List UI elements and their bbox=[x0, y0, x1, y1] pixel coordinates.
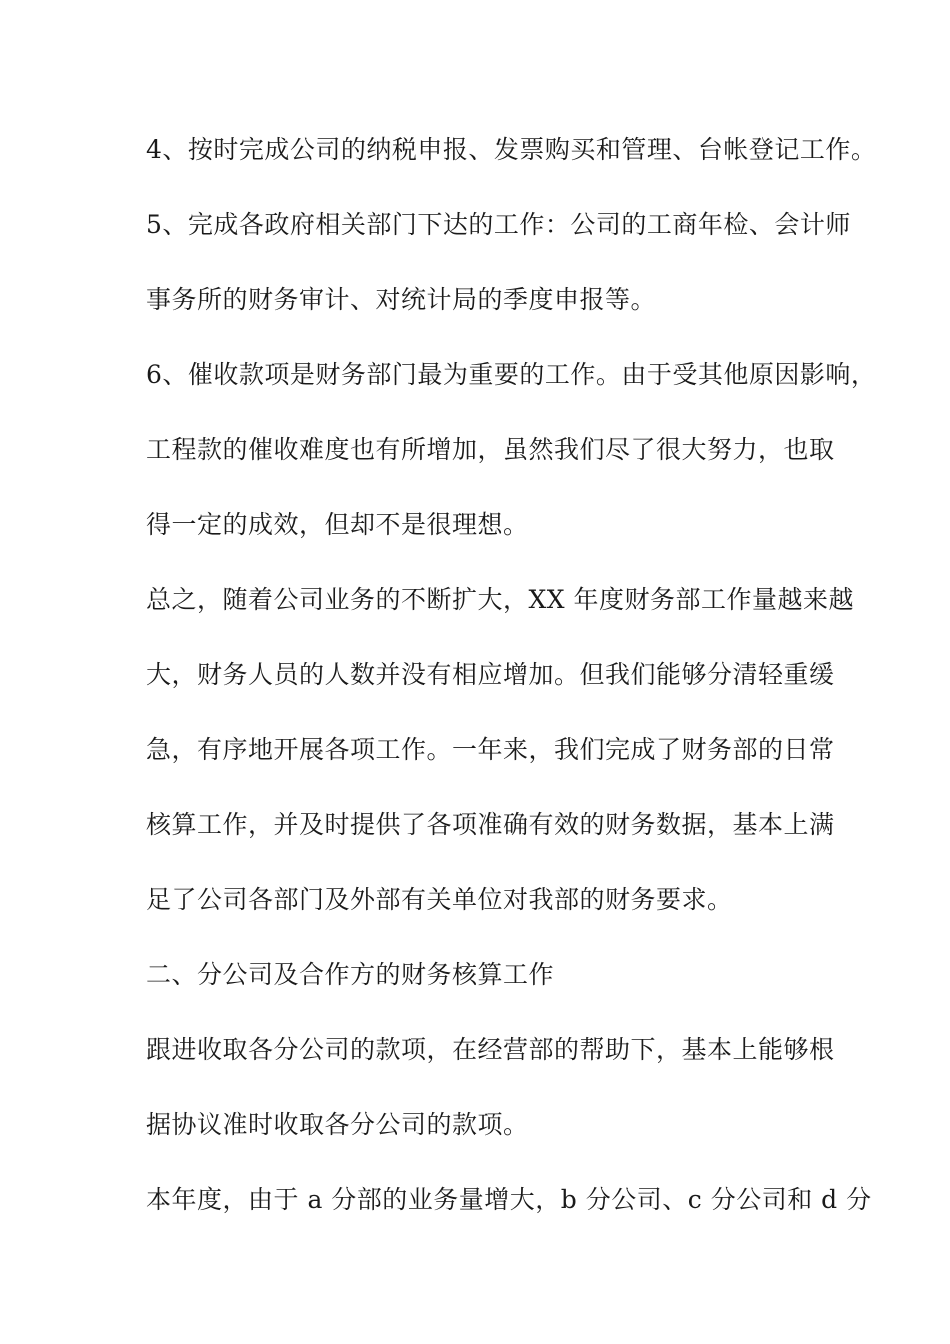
text-line-item-6: 6、催收款项是财务部门最为重要的工作。由于受其他原因影响， bbox=[146, 360, 877, 389]
text-line-branch-2: 据协议准时收取各分公司的款项。 bbox=[146, 1110, 529, 1139]
text-line-item-6-cont: 工程款的催收难度也有所增加，虽然我们尽了很大努力，也取 bbox=[146, 435, 835, 464]
text-line-summary-4: 核算工作，并及时提供了各项准确有效的财务数据，基本上满 bbox=[146, 810, 835, 839]
text-line-summary: 总之，随着公司业务的不断扩大，XX 年度财务部工作量越来越 bbox=[146, 585, 855, 614]
text-line-item-6-end: 得一定的成效，但却不是很理想。 bbox=[146, 510, 529, 539]
text-line-item-5: 5、完成各政府相关部门下达的工作：公司的工商年检、会计师 bbox=[146, 210, 851, 239]
text-line-item-4: 4、按时完成公司的纳税申报、发票购买和管理、台帐登记工作。 bbox=[146, 135, 877, 164]
text-line-summary-2: 大，财务人员的人数并没有相应增加。但我们能够分清轻重缓 bbox=[146, 660, 835, 689]
text-line-item-5-cont: 事务所的财务审计、对统计局的季度申报等。 bbox=[146, 285, 657, 314]
section-heading: 二、分公司及合作方的财务核算工作 bbox=[146, 960, 555, 989]
text-line-year: 本年度，由于 a 分部的业务量增大，b 分公司、c 分公司和 d 分 bbox=[146, 1185, 872, 1214]
text-line-branch: 跟进收取各分公司的款项，在经营部的帮助下，基本上能够根 bbox=[146, 1035, 835, 1064]
text-line-summary-3: 急，有序地开展各项工作。一年来，我们完成了财务部的日常 bbox=[146, 735, 835, 764]
text-line-summary-5: 足了公司各部门及外部有关单位对我部的财务要求。 bbox=[146, 885, 733, 914]
